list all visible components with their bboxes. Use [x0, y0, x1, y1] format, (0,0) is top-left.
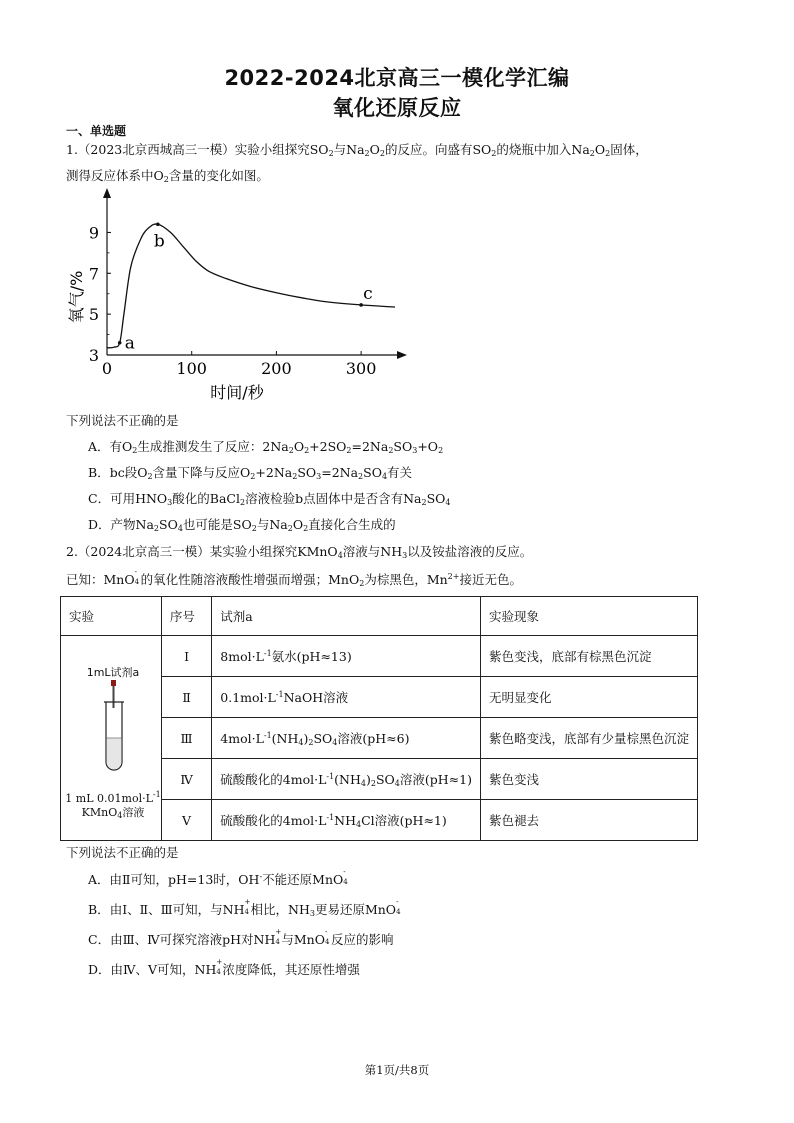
test-tube-figure-cell	[61, 636, 162, 841]
q1-line1: 1.（2023北京西城高三一模）实验小组探究$SO_2$与$Na_2O_2$的反应。向盛有$SO_2$的烧瓶中加入$Na_2O_2$固体，	[66, 142, 648, 158]
y-tick-label: 7	[88, 264, 99, 284]
q2-option-b: B．由Ⅰ、Ⅱ、Ⅲ可知，与NH + 4 相比，$NH_3$更易还原MnO - 4	[88, 898, 401, 918]
doc-title-line1: 2022-2024北京高三一模化学汇编	[224, 66, 570, 90]
oxygen-content-chart	[60, 188, 410, 408]
point-a	[118, 341, 122, 345]
oxygen-curve	[107, 224, 395, 348]
dropper-label: 1mL试剂a	[86, 666, 140, 679]
row-number: Ⅱ	[161, 677, 211, 718]
q1-option-c: C．可用$HNO_3$酸化的BaCl$_2$溶液检验b点固体中是否含有$Na_2SO_4$	[88, 491, 451, 507]
point-label-c: c	[363, 283, 373, 304]
q1-line2: 测得反应体系中$O_2$含量的变化如图。	[66, 168, 269, 184]
result-cell: 紫色略变浅，底部有少量棕黑色沉淀	[480, 718, 697, 759]
point-b	[156, 222, 160, 226]
reagent-cell: $0.1mol\cdot L^{-1}NaOH$溶液	[212, 677, 481, 718]
doc-title-line2: 氧化还原反应	[332, 96, 462, 120]
y-axis-arrow	[103, 188, 111, 198]
q2-option-d: D．由Ⅳ、Ⅴ可知，NH + 4 浓度降低，其还原性增强	[88, 958, 360, 977]
experiment-table	[60, 596, 698, 841]
y-axis-label: 氧气/%	[67, 270, 86, 324]
y-tick-label: 3	[88, 346, 99, 365]
table-row	[61, 636, 698, 677]
row-number: Ⅰ	[161, 636, 211, 677]
reagent-cell: 硫酸酸化的$4mol\cdot L^{-1}NH_4Cl$溶液(pH≈1)	[212, 800, 481, 841]
page-footer: 第1页/共8页	[364, 1063, 430, 1077]
q2-stem: 下列说法不正确的是	[66, 845, 179, 860]
row-number: Ⅳ	[161, 759, 211, 800]
section-heading: 一、单选题	[66, 124, 127, 138]
x-tick-label: 300	[345, 359, 377, 378]
q1-option-b: B．bc段$O_2$含量下降与反应$O_2+2Na_2SO_3=2Na_2SO_4$有关	[88, 465, 413, 481]
table-header-cell: 实验	[61, 597, 162, 636]
table-header-cell: 实验现象	[480, 597, 697, 636]
point-label-a: a	[124, 333, 135, 354]
q2-option-c: C．由Ⅲ、Ⅳ可探究溶液pH对NH + 4 与MnO - 4 反应的影响	[88, 928, 394, 947]
x-tick-label: 200	[261, 359, 292, 378]
q2-line2: 已知：MnO - 4 的氧化性随溶液酸性增强而增强；MnO$_2$为棕黑色，$Mn^{2+}$接近无色。	[66, 568, 522, 588]
q1-option-a: A．有$O_2$生成推测发生了反应：$2Na_2O_2+2SO_2=2Na_2SO_3+O_2$	[88, 439, 444, 455]
result-cell: 紫色变浅	[480, 759, 697, 800]
table-header-row	[61, 597, 698, 636]
table-header-cell: 试剂a	[212, 597, 481, 636]
table-header-cell: 序号	[161, 597, 211, 636]
x-tick-label: 0	[101, 359, 113, 378]
y-tick-label: 9	[88, 223, 99, 243]
reagent-cell: 硫酸酸化的$4mol\cdot L^{-1}(NH_4)_2SO_4$溶液(pH≈1)	[212, 759, 481, 800]
row-number: Ⅲ	[161, 718, 211, 759]
x-tick-label: 100	[176, 359, 207, 378]
test-tube-icon	[101, 680, 127, 776]
q2-option-a: A．由Ⅱ可知，pH=13时，OH-不能还原MnO - 4	[88, 868, 348, 887]
y-tick-label: 5	[88, 305, 99, 325]
reagent-cell: $8mol\cdot L^{-1}$氨水(pH≈13)	[212, 636, 481, 677]
q1-stem: 下列说法不正确的是	[66, 413, 179, 428]
result-cell: 紫色变浅，底部有棕黑色沉淀	[480, 636, 697, 677]
x-axis-label: 时间/秒	[210, 383, 264, 402]
x-axis-arrow	[397, 351, 407, 359]
row-number: Ⅴ	[161, 800, 211, 841]
reagent-cell: $4mol\cdot L^{-1}(NH_4)_2SO_4$溶液(pH≈6)	[212, 718, 481, 759]
result-cell: 紫色褪去	[480, 800, 697, 841]
point-label-b: b	[153, 231, 165, 252]
q1-option-d: D．产物$Na_2SO_4$也可能是$SO_2$与$Na_2O_2$直接化合生成的	[88, 517, 396, 533]
tube-solution-label: 1 mL $0.01mol\cdot L^{-1}$ KMnO$_4$溶液	[65, 790, 161, 820]
q2-line1: 2.（2024北京高三一模）某实验小组探究KMnO$_4$溶液与$NH_3$以及铵盐溶液的反应。	[66, 544, 533, 560]
result-cell: 无明显变化	[480, 677, 697, 718]
